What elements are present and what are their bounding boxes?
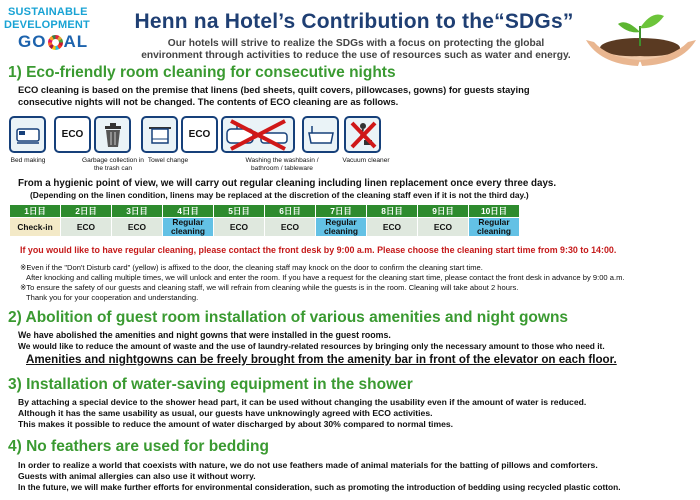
- schedule-cell: ECO: [61, 218, 112, 237]
- day-cell: 5日目: [214, 205, 265, 218]
- schedule-cell: ECO: [112, 218, 163, 237]
- day-cell: 7日目: [316, 205, 367, 218]
- section-4-title: 4) No feathers are used for bedding: [8, 438, 269, 455]
- logo-line-3: GO AL: [18, 32, 89, 51]
- note-1: ※Even if the "Don't Disturb card" (yellow) is affixed to the door, the cleaning staff may knock on the door to confirm the cleaning start time.: [20, 263, 483, 272]
- note-3: ※To ensure the safety of our guests and cleaning staff, we will refrain from cleaning while the guests is in the room. Cleaning will take about 2 hours.: [20, 283, 519, 292]
- section-3-line-1: By attaching a special device to the shower head part, it can be used without changing the usability even if the amount of water is reduced.: [18, 397, 587, 407]
- schedule-cell: Regular cleaning: [469, 218, 520, 237]
- towel-icon: [141, 116, 178, 153]
- schedule-cell: Regular cleaning: [316, 218, 367, 237]
- page-title: Henn na Hotel’s Contribution to the“SDGs”: [134, 10, 574, 33]
- section-4-line-1: In order to realize a world that coexists with nature, we do not use feathers made of animal materials for the batting of pillows and comforters.: [18, 460, 598, 470]
- section-2-highlight: Amenities and nightgowns can be freely brought from the amenity bar in front of the elevator on each floor.: [26, 353, 617, 366]
- section-4-line-3: In the future, we will make further efforts for environmental consideration, such as promoting the introduction of bedding using recycled plastic cotton.: [18, 482, 621, 492]
- schedule-cell: ECO: [265, 218, 316, 237]
- schedule-cell: ECO: [367, 218, 418, 237]
- hygiene-line: From a hygienic point of view, we will carry out regular cleaning including linen replacement once every three days.: [18, 178, 557, 189]
- section-3-title: 3) Installation of water-saving equipment in the shower: [8, 376, 413, 393]
- note-2: After knocking and calling multiple times, we will unlock and enter the room. If you have a request for the cleaning start time, please contact the front desk in advance by 9:00 a.m.: [26, 273, 625, 282]
- vacuum-icon: [344, 116, 381, 153]
- note-4: Thank you for your cooperation and understanding.: [26, 293, 199, 302]
- garbage-caption: Garbage collection in the trash can: [82, 157, 144, 172]
- washbasin-caption: Washing the washbasin / bathroom / tableware: [245, 157, 319, 172]
- day-cell: 9日目: [418, 205, 469, 218]
- section-3-line-3: This makes it possible to reduce the amount of water discharged by about 30% compared to normal times.: [18, 419, 454, 429]
- bathtub-icon: [302, 116, 339, 153]
- section-4-line-2: Guests with animal allergies can also use it without worry.: [18, 471, 256, 481]
- day-cell: 6日目: [265, 205, 316, 218]
- trash-can-icon: [94, 116, 131, 153]
- schedule-cell: Regular cleaning: [163, 218, 214, 237]
- hygiene-note: (Depending on the linen condition, linens may be replaced at the discretion of the cleaning staff even if it is not the third day.): [30, 190, 529, 200]
- eco-badge-1: ECO: [54, 116, 91, 153]
- bed-making-caption: Bed making: [10, 157, 46, 164]
- sdgs-logo: [4, 4, 114, 54]
- schedule-cell: ECO: [214, 218, 265, 237]
- sdgs-wheel-icon: [48, 35, 63, 50]
- day-cell: 10日目: [469, 205, 520, 218]
- schedule-cell: ECO: [418, 218, 469, 237]
- plant-in-hands-icon: [580, 0, 700, 68]
- section-2-title: 2) Abolition of guest room installation of various amenities and night gowns: [8, 309, 569, 326]
- day-cell: 3日目: [112, 205, 163, 218]
- section-1-para-2: consecutive nights will not be changed. The contents of ECO cleaning are as follows.: [18, 96, 399, 107]
- day-cell: 8日目: [367, 205, 418, 218]
- washbasin-icon: [221, 116, 295, 153]
- cleaning-schedule-table: [9, 204, 520, 237]
- logo-line-1: SUSTAINABLE: [8, 6, 88, 18]
- vacuum-caption: Vacuum cleaner: [342, 157, 390, 164]
- regular-cleaning-notice: If you would like to have regular cleaning, please contact the front desk by 9:00 a.m. Please choose the cleaning start time from 9:30 to 14:00.: [20, 245, 617, 255]
- section-3-line-2: Although it has the same usability as usual, our guests have unknowingly agreed with ECO activities.: [18, 408, 433, 418]
- day-cell: 1日目: [10, 205, 61, 218]
- schedule-cell: Check-in: [10, 218, 61, 237]
- day-cell: 4日目: [163, 205, 214, 218]
- bed-icon: [9, 116, 46, 153]
- day-cell: 2日目: [61, 205, 112, 218]
- section-1-title: 1) Eco-friendly room cleaning for consecutive nights: [8, 64, 396, 81]
- eco-badge-2: ECO: [181, 116, 218, 153]
- schedule-values-row: [10, 218, 520, 237]
- section-1-para-1: ECO cleaning is based on the premise that linens (bed sheets, quilt covers, pillowcases, gowns) for guests staying: [18, 84, 530, 95]
- towel-caption: Towel change: [147, 157, 189, 164]
- schedule-days-row: [10, 205, 520, 218]
- logo-line-2: DEVELOPMENT: [4, 19, 90, 31]
- section-2-line-1: We have abolished the amenities and night gowns that were installed in the guest rooms.: [18, 330, 391, 340]
- page-subtitle: Our hotels will strive to realize the SDGs with a focus on protecting the global environment through activities to reduce the use of resources such as water and energy.: [141, 38, 571, 61]
- section-2-line-2: We would like to reduce the amount of waste and the use of laundry-related resources by bringing only the necessary amount to those who need it.: [18, 341, 605, 351]
